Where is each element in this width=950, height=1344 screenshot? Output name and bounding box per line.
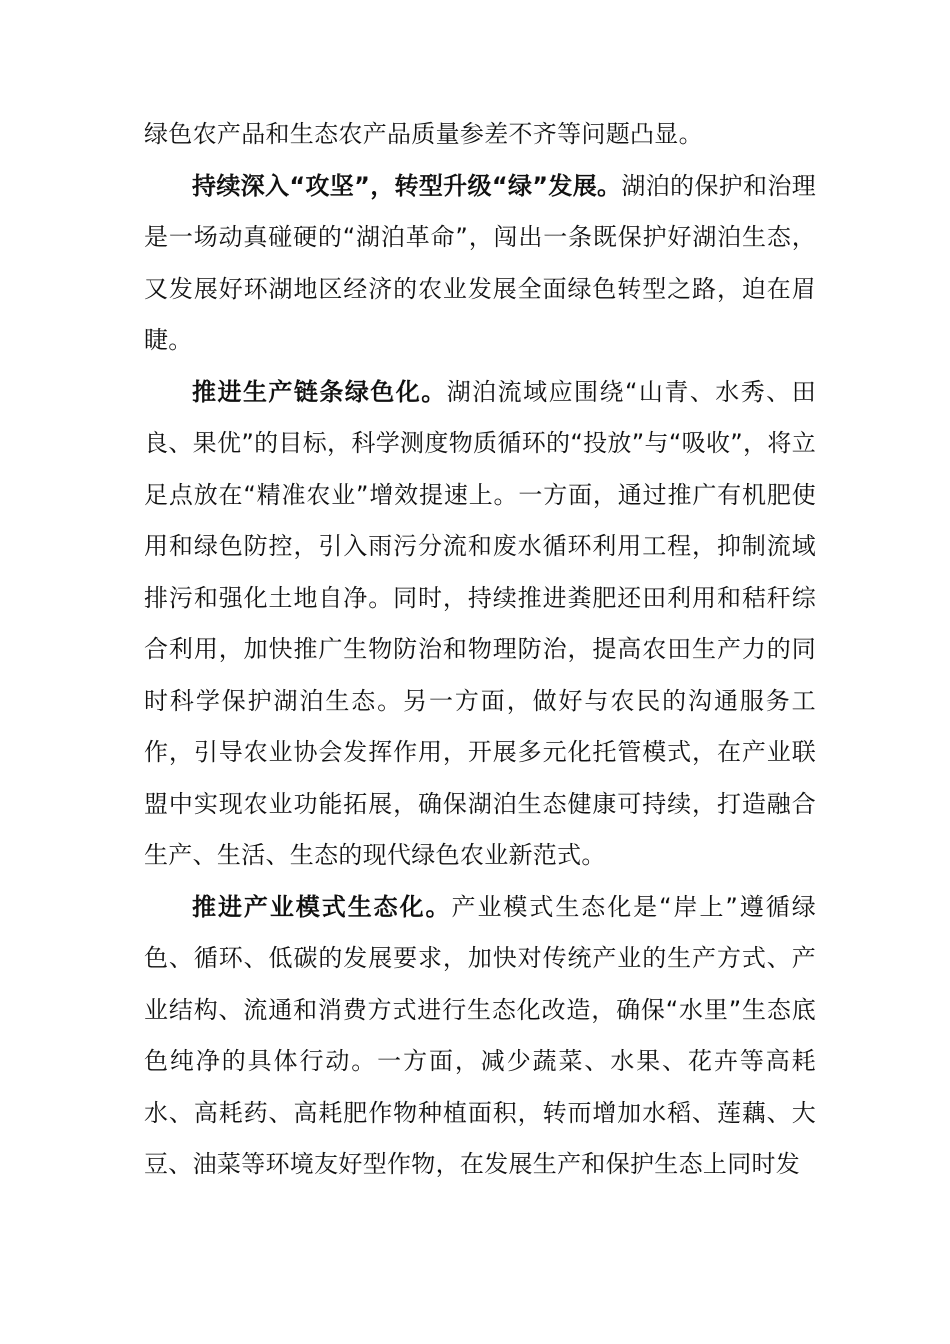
paragraph-body: 产业模式生态化是“岸上”遵循绿色、循环、低碳的发展要求，加快对传统产业的生产方式、产业结构、流通和消费方式进行生态化改造，确保“水里”生态底色纯净的具体行动。一方面，减少蔬菜、水果、花卉等高耗水、高耗药、高耗肥作物种植面积，转而增加水稻、莲藕、大豆、油菜等环境友好型作物，在发展生产和保护生态上同时发 (144, 892, 816, 1178)
paragraph-lead: 推进产业模式生态化。 (192, 892, 452, 921)
paragraph-body: 湖泊流域应围绕“山青、水秀、田良、果优”的目标，科学测度物质循环的“投放”与“吸收”，将立足点放在“精准农业”增效提速上。一方面，通过推广有机肥使用和绿色防控，引入雨污分流和废水循环利用工程，抑制流域排污和强化土地自净。同时，持续推进粪肥还田利用和秸秆综合利用，加快推广生物防治和物理防治，提高农田生产力的同时科学保护湖泊生态。另一方面，做好与农民的沟通服务工作，引导农业协会发挥作用，开展多元化托管模式，在产业联盟中实现农业功能拓展，确保湖泊生态健康可持续，打造融合生产、生活、生态的现代绿色农业新范式。 (144, 377, 817, 869)
paragraph-continuation (144, 109, 816, 161)
paragraph-lead: 推进生产链条绿色化。 (192, 377, 447, 406)
paragraph-industry-model (144, 882, 816, 1191)
paragraph-section-heading (144, 161, 816, 367)
paragraph-body: 湖泊的保护和治理是一场动真碰硬的“湖泊革命”，闯出一条既保护好湖泊生态，又发展好环湖地区经济的农业发展全面绿色转型之路，迫在眉睫。 (144, 171, 816, 354)
document-body (144, 109, 816, 1191)
paragraph-production-chain (144, 367, 816, 882)
paragraph-lead: 持续深入“攻坚”，转型升级“绿”发展。 (192, 171, 622, 200)
paragraph-body: 绿色农产品和生态农产品质量参差不齐等问题凸显。 (144, 120, 703, 148)
